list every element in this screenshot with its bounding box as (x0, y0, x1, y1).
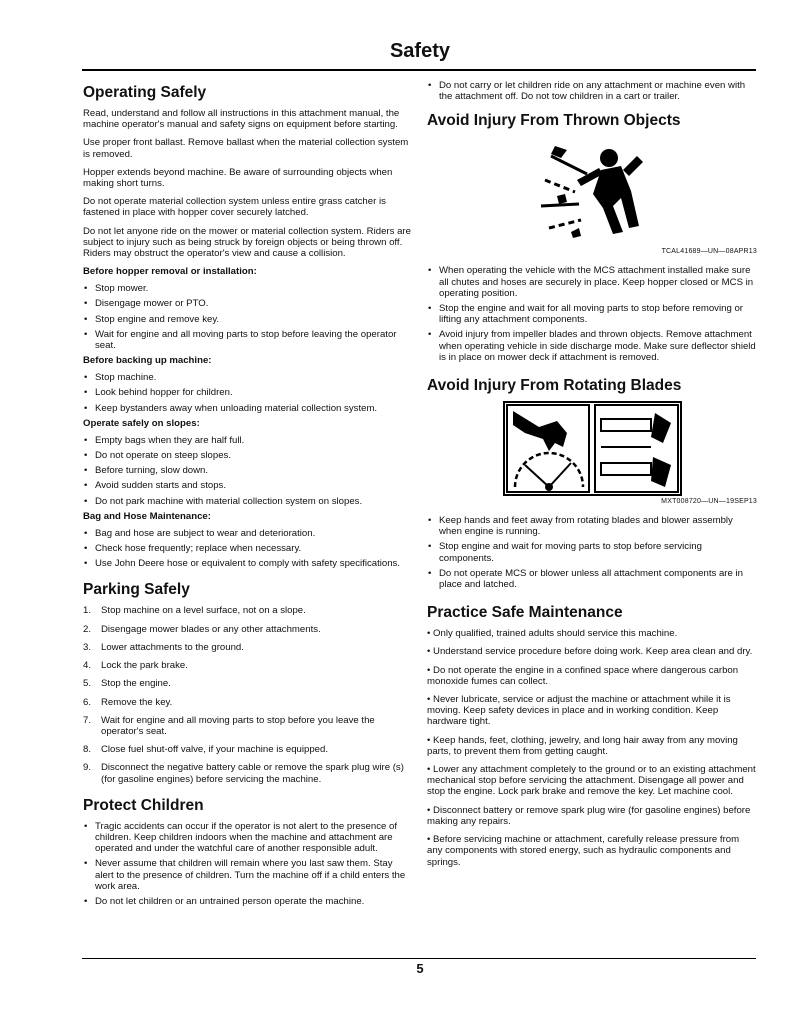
paragraph: • Before servicing machine or attachment, carefully release pressure from any components with stored energy, such as hydraulic components and springs. (427, 834, 740, 868)
list-text: Lower attachments to the ground. (101, 641, 244, 653)
list-text: Stop machine on a level surface, not on a slope. (101, 605, 306, 617)
thrown-objects-warning-icon (531, 136, 651, 246)
paragraph: • Only qualified, trained adults should service this machine. (427, 628, 678, 640)
list-item: • Look behind hopper for children. (83, 387, 413, 398)
list-item (83, 697, 413, 708)
paragraph: • Never lubricate, service or adjust the machine or attachment while it is moving. Keep safety devices in place and in working condition. Keep hardware tight. (427, 694, 731, 728)
page-number: 5 (416, 961, 424, 976)
paragraph: • Do not operate the engine in a confined space where dangerous carbon monoxide fumes can collect. (427, 664, 739, 687)
list-item (83, 678, 413, 689)
paragraph: Do not operate material collection system unless entire grass catcher is fastened in place with hopper cover securely latched. (83, 196, 386, 219)
figure-caption: TCAL41689—UN—08APR13 (661, 248, 757, 256)
thrown-objects-list (427, 265, 757, 363)
list-item: • Disengage mower or PTO. (83, 298, 413, 309)
list-item: • Keep bystanders away when unloading material collection system. (83, 403, 413, 414)
list-text: Stop the engine. (101, 678, 171, 690)
children-continued-list (427, 80, 757, 102)
rotating-blades-warning-icon (503, 401, 682, 496)
list-item: • Stop the engine and wait for all moving parts to stop before removing or lifting any attachment components. (427, 303, 757, 325)
backing-subheading: Before backing up machine: (83, 355, 212, 367)
list-text: Wait for engine and all moving parts to stop before you leave the operator's seat. (101, 714, 375, 737)
hose-list (83, 528, 413, 570)
thrown-objects-figure (427, 136, 757, 255)
operating-safely-heading: Operating Safely (83, 84, 207, 101)
paragraph: Hopper extends beyond machine. Be aware of surrounding objects when making short turns. (83, 166, 393, 190)
list-number: 7. (83, 714, 92, 726)
thrown-objects-heading: Avoid Injury From Thrown Objects (427, 112, 681, 130)
hose-subheading: Bag and Hose Maintenance: (83, 510, 211, 522)
list-text: Remove the key. (101, 696, 173, 708)
header-rule (82, 69, 756, 71)
list-number: 9. (83, 762, 92, 774)
operating-safely-section (83, 84, 413, 569)
list-item: • Do not operate MCS or blower unless all attachment components are in place and latched. (427, 568, 757, 590)
list-item: • Wait for engine and all moving parts to stop before leaving the operator seat. (83, 329, 413, 351)
list-item (83, 605, 413, 616)
thrown-objects-section (427, 112, 757, 363)
rotating-blades-list (427, 515, 757, 590)
list-item: • Do not operate on steep slopes. (83, 450, 413, 461)
list-item: • When operating the vehicle with the MCS attachment installed make sure all chutes and hoses are securely in place. Keep hopper closed or MCS in operating position. (427, 265, 757, 299)
list-text: Lock the park brake. (101, 660, 188, 672)
right-column (427, 80, 757, 875)
children-list (83, 821, 413, 907)
list-item: • Do not park machine with material collection system on slopes. (83, 496, 413, 507)
list-item (83, 642, 413, 653)
paragraph: Read, understand and follow all instructions in this attachment manual, the machine operator's manual and safety signs on equipment before starting. (83, 108, 400, 131)
page-title: Safety (389, 40, 450, 62)
rotating-blades-heading: Avoid Injury From Rotating Blades (427, 377, 682, 395)
list-item: • Before turning, slow down. (83, 465, 413, 476)
paragraph: Use proper front ballast. Remove ballast when the material collection system is removed. (83, 137, 409, 160)
paragraph: • Keep hands, feet, clothing, jewelry, and long hair away from any moving parts, to prevent them from getting caught. (427, 734, 738, 757)
left-column (83, 80, 413, 911)
list-item: • Stop mower. (83, 283, 413, 294)
parking-safely-heading: Parking Safely (83, 581, 190, 599)
paragraph: • Understand service procedure before doing work. Keep area clean and dry. (427, 646, 753, 658)
list-item: • Do not let children or an untrained person operate the machine. (83, 896, 413, 907)
list-number: 8. (83, 744, 92, 756)
rotating-blades-section (427, 377, 757, 590)
figure-caption: MXT008720—UN—19SEP13 (661, 498, 757, 506)
list-number: 4. (83, 660, 92, 672)
list-item: • Stop machine. (83, 372, 413, 383)
paragraph: • Lower any attachment completely to the ground or to an existing attachment mechanical stop before servicing the attachment. Disengage all power and stop the engine. Lock park brake and remove the key. Let machine cool. (427, 764, 756, 798)
list-item (83, 744, 413, 755)
list-item: • Keep hands and feet away from rotating blades and blower assembly when engine is running. (427, 515, 757, 537)
list-number: 1. (83, 605, 92, 617)
list-item: • Use John Deere hose or equivalent to comply with safety specifications. (83, 558, 413, 569)
slopes-subheading: Operate safely on slopes: (83, 417, 200, 429)
protect-children-heading: Protect Children (83, 796, 204, 814)
safe-maintenance-heading: Practice Safe Maintenance (427, 604, 623, 622)
list-item: • Avoid sudden starts and stops. (83, 480, 413, 491)
list-item: • Check hose frequently; replace when necessary. (83, 543, 413, 554)
list-number: 3. (83, 641, 92, 653)
list-item: • Tragic accidents can occur if the operator is not alert to the presence of children. Keep children indoors when the machine and attachment are operated and under the watchful care of another responsible adult. (83, 821, 413, 855)
paragraph: • Disconnect battery or remove spark plug wire (for gasoline engines) before making any repairs. (427, 804, 751, 827)
list-item: • Avoid injury from impeller blades and thrown objects. Remove attachment when operating vehicle in side discharge mode. Make sure deflector shield is in place on mower deck if attachment is removed. (427, 329, 757, 363)
list-number: 5. (83, 678, 92, 690)
hopper-subheading: Before hopper removal or installation: (83, 266, 257, 278)
list-item: • Stop engine and wait for moving parts to stop before servicing components. (427, 541, 757, 563)
list-number: 6. (83, 696, 92, 708)
list-item (83, 660, 413, 671)
parking-list (83, 605, 413, 784)
list-item: • Stop engine and remove key. (83, 314, 413, 325)
footer-rule (82, 958, 756, 959)
parking-safely-section (83, 581, 413, 784)
list-item: • Never assume that children will remain where you last saw them. Stay alert to the presence of children. Turn the machine off if a child enters the work area. (83, 858, 413, 892)
list-item (83, 715, 413, 737)
list-item: • Bag and hose are subject to wear and deterioration. (83, 528, 413, 539)
list-text: Disengage mower blades or any other attachments. (101, 623, 321, 635)
list-item: • Empty bags when they are half full. (83, 435, 413, 446)
list-text: Disconnect the negative battery cable or remove the spark plug wire (s) (for gasoline engines) before servicing the machine. (101, 762, 404, 785)
list-item: • Do not carry or let children ride on any attachment or machine even with the attachment off. Do not tow children in a cart or trailer. (427, 80, 757, 102)
protect-children-section (83, 797, 413, 907)
list-number: 2. (83, 623, 92, 635)
list-item (83, 762, 413, 784)
list-item (83, 624, 413, 635)
slopes-list (83, 435, 413, 507)
paragraph: Do not let anyone ride on the mower or material collection system. Riders are subject to injury such as being struck by foreign objects or being thrown off. Riders may obstruct the operator's view and cause a collision. (83, 225, 411, 260)
hopper-list (83, 283, 413, 351)
list-text: Close fuel shut-off valve, if your machine is equipped. (101, 744, 328, 756)
rotating-blades-figure (427, 401, 757, 505)
backing-list (83, 372, 413, 414)
safe-maintenance-section (427, 604, 757, 867)
